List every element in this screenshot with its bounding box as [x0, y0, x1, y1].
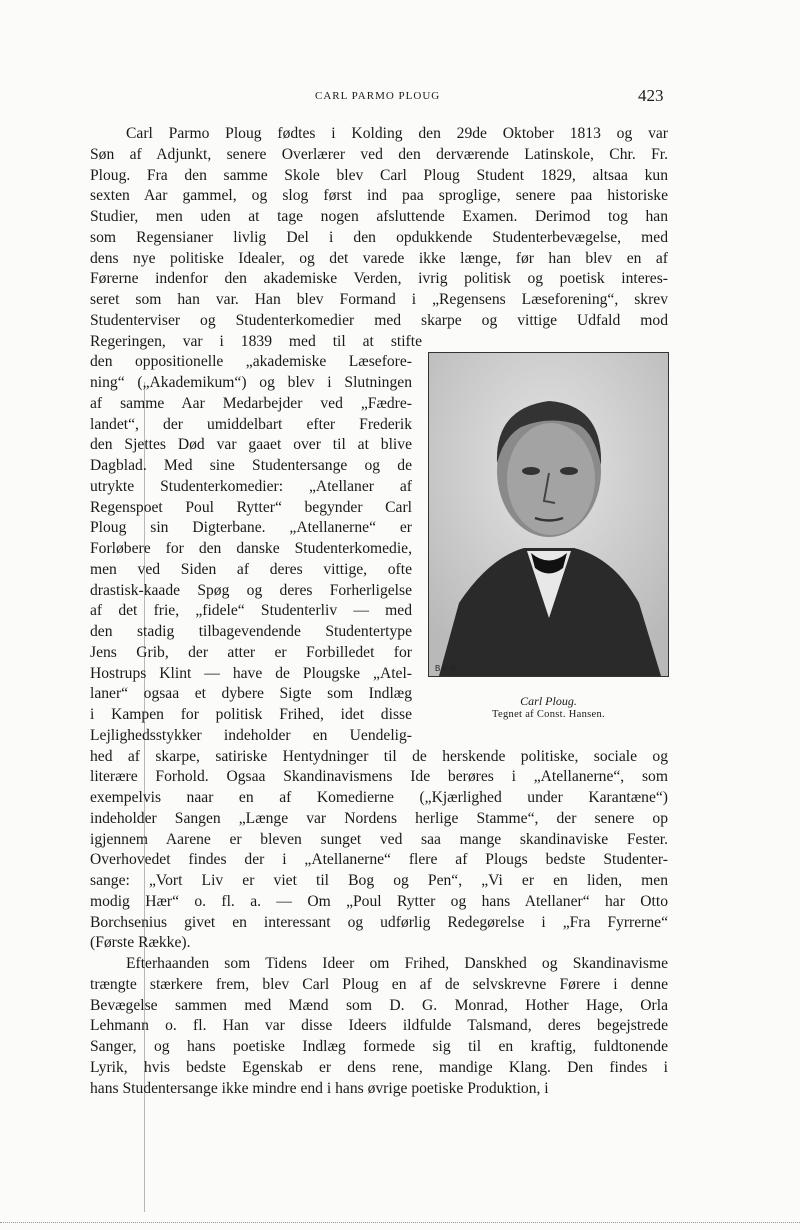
- running-head: CARL PARMO PLOUG: [315, 90, 441, 102]
- text-line: Dagblad. Med sine Studentersange og de: [90, 457, 412, 474]
- text-line: utrykte Studenterkomedier: „Atellaner af: [90, 477, 412, 495]
- text-line: Regenspoet Poul Rytter“ begynder Carl: [90, 498, 412, 516]
- text-line: modig Hær“ o. fl. a. — Om „Poul Rytter og hans Atellaner“ har Otto: [90, 892, 668, 910]
- text-line: trængte stærkere frem, blev Carl Ploug en af de selvskrevne Førere i denne: [90, 975, 668, 993]
- text-line: Søn af Adjunkt, senere Overlærer ved den derværende Latinskole, Chr. Fr.: [90, 145, 668, 163]
- text-line: indeholder Sangen „Længe var Nordens herlige Stamme“, der senere op: [90, 809, 668, 827]
- text-line: den oppositionelle „akademiske Læsefore-: [90, 353, 412, 371]
- text-line: men ved Siden af deres vittige, ofte: [90, 560, 412, 578]
- monogram: B.K.R: [435, 664, 456, 673]
- text-line: ning“ („Akademikum“) og blev i Slutningen: [90, 374, 412, 391]
- portrait-drawing: [429, 353, 668, 676]
- text-line: Studenterviser og Studenterkomedier med skarpe og vittige Udfald mod: [90, 311, 668, 329]
- text-line: af det frie, „fidele“ Studenterliv — med: [90, 602, 412, 620]
- text-line: drastisk-kaade Spøg og deres Forherligelse: [90, 581, 412, 599]
- text-line: som Regensianer livlig Del i den opdukkende Studenterbevægelse, med: [90, 228, 668, 246]
- text-line: Hostrups Klint — have de Plougske „Atel-: [90, 664, 412, 682]
- text-line: Studier, men uden at tage nogen afsluttende Examen. Derimod tog han: [90, 208, 668, 225]
- text-line: sange: „Vort Liv er viet til Bog og Pen“, „Vi er en liden, men: [90, 872, 668, 889]
- text-line: (Første Række).: [90, 934, 191, 952]
- text-line: hans Studentersange ikke mindre end i hans øvrige poetiske Produktion, i: [90, 1079, 549, 1097]
- text-line: seret som han var. Han blev Formand i „Regensens Læseforening“, skrev: [90, 291, 668, 308]
- text-line: Sanger, og hans poetiske Indlæg formede sig til en kraftig, fuldtonende: [90, 1038, 668, 1055]
- figure-caption-title: Carl Ploug.: [520, 694, 577, 708]
- text-line: Lejlighedsstykker indeholder en Uendelig-: [90, 726, 412, 744]
- text-line: hed af skarpe, satiriske Hentydninger til de herskende politiske, sociale og: [90, 747, 668, 765]
- text-line: sexten Aar gammel, og slog først ind paa sproglige, senere paa historiske: [90, 187, 668, 205]
- text-line: Lehmann o. fl. Han var disse Ideers ildfulde Talsmand, deres begejstrede: [90, 1017, 668, 1035]
- bottom-rule: [0, 1222, 800, 1224]
- text-line: den stadig tilbagevendende Studentertype: [90, 623, 412, 640]
- text-line: Forløbere for den danske Studenterkomedie,: [90, 540, 412, 557]
- text-line: Ploug. Fra den samme Skole blev Carl Ploug Student 1829, altsaa kun: [90, 166, 668, 184]
- page-number: 423: [638, 86, 664, 105]
- text-line: Borchsenius givet en interessant og udførlig Redegørelse i „Fra Fyrrerne“: [90, 913, 668, 931]
- text-line: Jens Grib, der atter er Forbilledet for: [90, 643, 412, 661]
- text-line: af samme Aar Medarbejder ved „Fædre-: [90, 394, 412, 412]
- text-line: Efterhaanden som Tidens Ideer om Frihed, Danskhed og Skandinavisme: [126, 955, 668, 972]
- text-line: i Kampen for politisk Frihed, idet disse: [90, 706, 412, 723]
- text-line: landet“, der umiddelbart efter Frederik: [90, 415, 412, 433]
- text-line: Carl Parmo Ploug fødtes i Kolding den 29de Oktober 1813 og var: [126, 125, 668, 142]
- portrait-illustration: [428, 352, 669, 677]
- text-line: Lyrik, hvis bedste Egenskab er dens rene, mandige Klang. Den findes i: [90, 1058, 668, 1076]
- text-line: den Sjettes Død var gaaet over til at blive: [90, 436, 412, 454]
- text-line: Overhovedet findes der i „Atellanerne“ flere af Plougs bedste Studenter-: [90, 851, 668, 869]
- figure-caption-credit: Tegnet af Const. Hansen.: [492, 709, 605, 720]
- text-line: Regeringen, var i 1839 med til at stifte: [90, 332, 422, 350]
- text-line: dens nye politiske Idealer, og det varede ikke længe, før han blev en af: [90, 249, 668, 267]
- text-line: Førerne indenfor den akademiske Verden, ivrig politisk og poetisk interes-: [90, 270, 668, 288]
- text-line: Ploug sin Digterbane. „Atellanerne“ er: [90, 519, 412, 537]
- text-line: exempelvis naar en af Komedierne („Kjærlighed under Karantæne“): [90, 789, 668, 806]
- text-line: laner“ ogsaa et dybere Sigte som Indlæg: [90, 685, 412, 703]
- text-line: literære Forhold. Ogsaa Skandinavismens Ide berøres i „Atellanerne“, som: [90, 768, 668, 786]
- text-line: igjennem Aarene er bleven sunget ved saa mange skandinaviske Fester.: [90, 830, 668, 848]
- text-line: Bevægelse sammen med Mænd som D. G. Monrad, Hother Hage, Orla: [90, 996, 668, 1014]
